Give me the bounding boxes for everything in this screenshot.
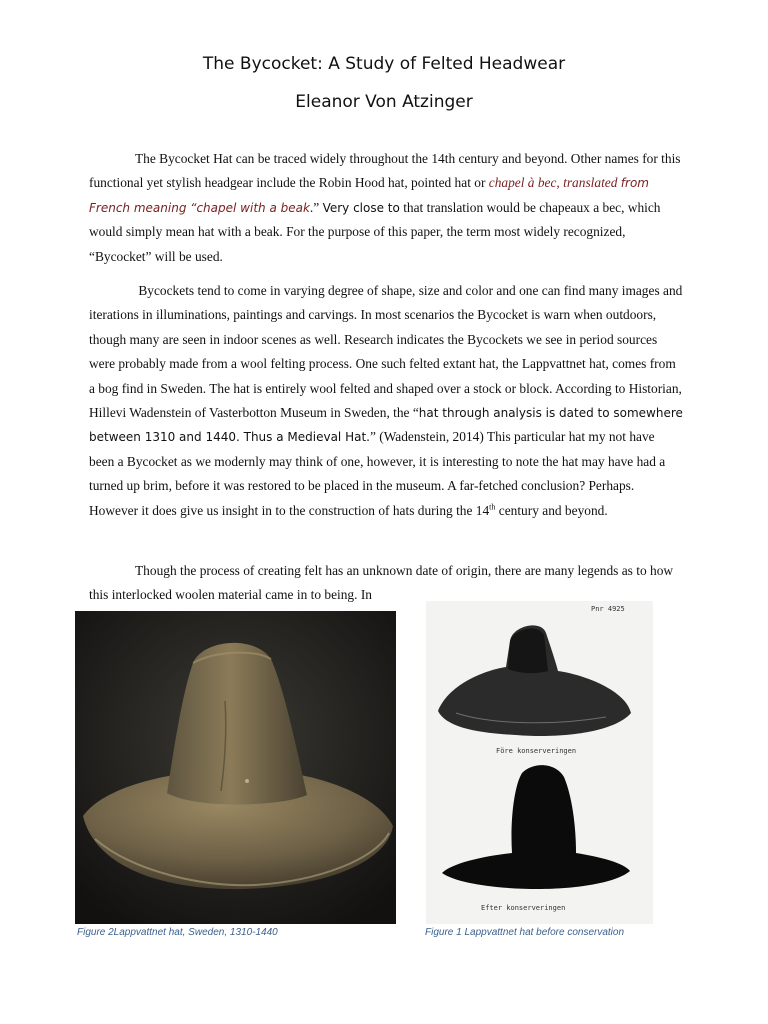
document-author: Eleanor Von Atzinger [295, 92, 473, 112]
paragraph-2 [89, 279, 683, 523]
p2-superscript: th [489, 502, 496, 512]
p3-text-a: Though the process of creating felt has an unknown date of origin, there are many legends as to how this interlocked woolen material came in to being. In [89, 563, 674, 603]
p2-text-a: Bycockets tend to come in varying degree of shape, size and color and one can find many images and iterations in illuminations, paintings and carvings. In most scenarios the Bycocket is warn when outdoors, though many are seen in indoor scenes as well. Research indicates the Bycockets we see in period sources were probably made from a wool felting process. One such felted extant hat, the Lappvattnet hat, comes from a bog find in Sweden. The hat is entirely wool felted and shaped over a stock or block. According to Historian, Hillevi Wadenstein of Vasterbotton Museum in Sweden, the “ [89, 283, 683, 421]
hat-photo-illustration [75, 611, 396, 924]
p1-text-f: that translation would be chapeaux a bec, which would simply mean hat with a beak. For the purpose of this paper, the term most widely recognized, “Bycocket” will be used. [89, 199, 661, 264]
p2-text-c: ” (Wadenstein, 2014) This particular hat my not have been a Bycocket as we modernly may think of one, however, it is interesting to note the hat may have had a turned up brim, before it was restored to be placed in the museum. A far-fetched conclusion? Perhaps. However it does give us insight in to the construction of hats during the 14 [89, 429, 666, 518]
p2-text-d: century and beyond. [495, 502, 608, 518]
scan-after-label: Efter konserveringen [481, 904, 566, 912]
figure-1-caption: Figure 1 Lappvattnet hat before conservation [425, 927, 625, 938]
p1-italic-translation: from French meaning “chapel with a beak [89, 176, 649, 215]
lappvattnet-hat-photo [75, 611, 396, 924]
p1-text-d: .” [309, 199, 323, 215]
p1-italic-french: chapel à bec, translated [488, 175, 618, 191]
p1-text-e: Very close to [322, 200, 400, 215]
document-title: The Bycocket: A Study of Felted Headwear [202, 54, 566, 74]
hat-scan-illustration [426, 601, 653, 924]
scan-number-label: Pnr 4925 [591, 605, 625, 613]
p1-text-a: The Bycocket Hat can be traced widely throughout the 14th century and beyond. Other names for this functional yet stylish headgear include the Robin Hood hat, pointed hat or [89, 151, 681, 191]
paragraph-1 [89, 147, 683, 269]
p2-quote: hat through analysis is dated to somewhere between 1310 and 1440. Thus a Medieval Hat. [89, 406, 683, 445]
scan-before-label: Före konserveringen [496, 747, 577, 755]
lappvattnet-hat-scan [426, 601, 653, 924]
figure-2-caption: Figure 2Lappvattnet hat, Sweden, 1310-1440 [77, 927, 278, 938]
